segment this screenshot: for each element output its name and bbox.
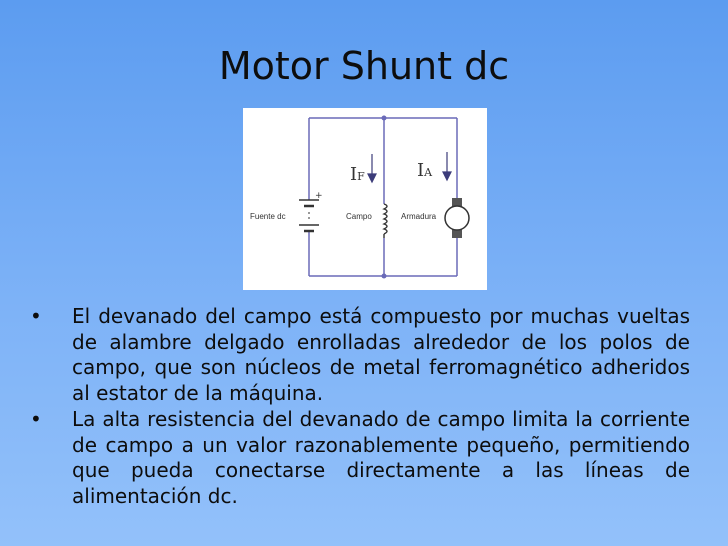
bullet-text: El devanado del campo está compuesto por muchas vueltas de alambre delgado enrolladas alrededor de los polos de campo, que son núcleos de metal ferromagnético adheridos al estator de la máquina. bbox=[72, 304, 690, 405]
circuit-wires bbox=[309, 118, 457, 276]
field-label: Campo bbox=[346, 212, 372, 221]
shunt-motor-circuit-diagram bbox=[243, 108, 487, 290]
armature-current-label: IA bbox=[417, 160, 433, 181]
slide-title: Motor Shunt dc bbox=[218, 44, 510, 88]
armature-motor-icon bbox=[445, 198, 469, 238]
bullet-item bbox=[28, 407, 690, 509]
bullet-list bbox=[28, 304, 690, 510]
armature-label: Armadura bbox=[401, 212, 437, 221]
bullet-text: La alta resistencia del devanado de campo limita la corriente de campo a un valor razonablemente pequeño, permitiendo que pueda conectarse directamente a las líneas de alimentación dc. bbox=[72, 407, 690, 508]
field-current-label: IF bbox=[350, 164, 365, 185]
source-label: Fuente dc bbox=[250, 212, 286, 221]
battery-icon bbox=[299, 200, 319, 231]
bullet-marker: • bbox=[30, 407, 42, 431]
battery-plus-sign: + bbox=[315, 191, 323, 201]
bullet-item bbox=[28, 304, 690, 406]
field-coil-icon bbox=[384, 204, 387, 238]
current-arrows bbox=[368, 152, 451, 182]
bullet-marker: • bbox=[30, 304, 42, 328]
